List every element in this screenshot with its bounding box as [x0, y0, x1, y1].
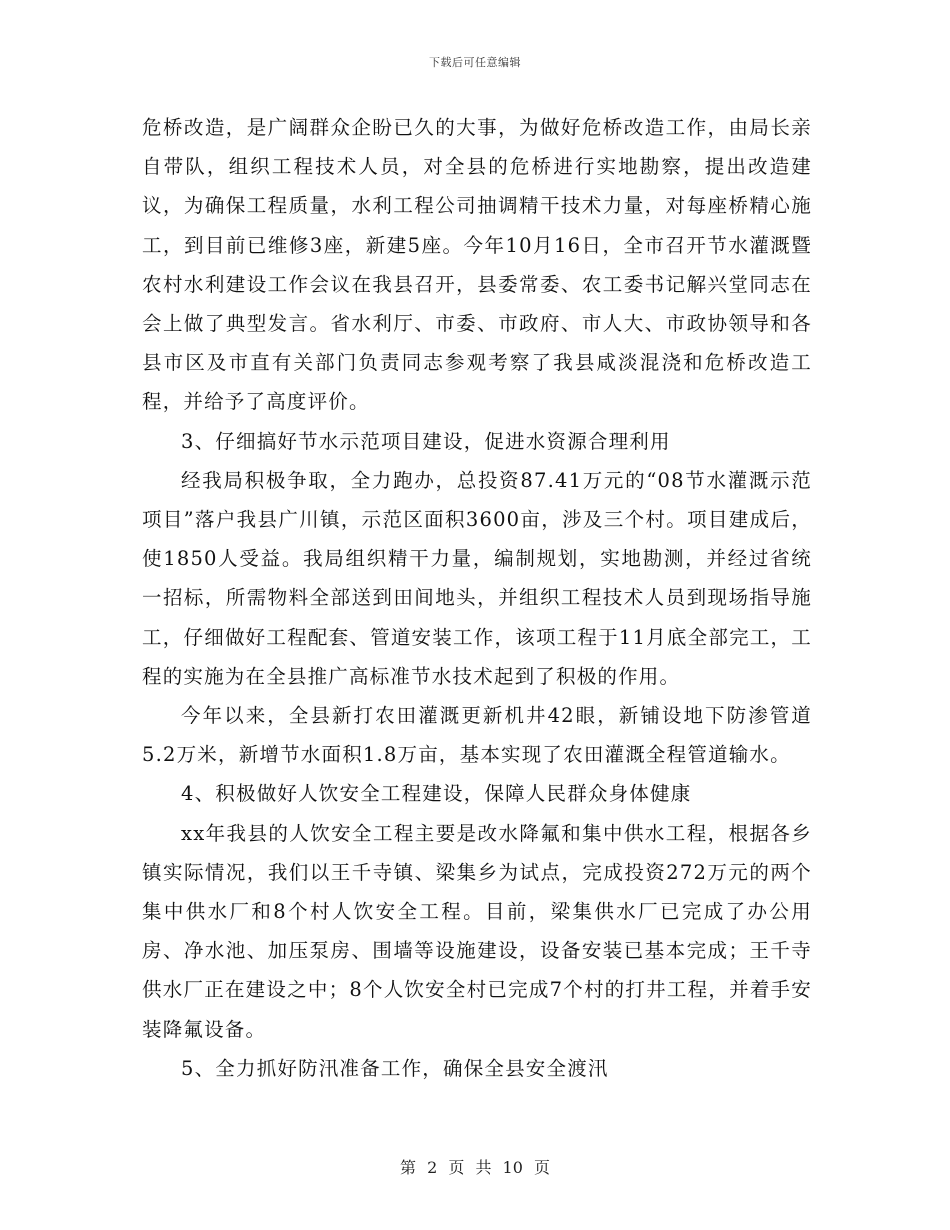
section-heading-flood-control: 5、全力抓好防汛准备工作，确保全县安全渡汛 [181, 1056, 609, 1080]
paragraph-bridge-renovation: 危桥改造，是广阔群众企盼已久的大事，为做好危桥改造工作，由局长亲自带队，组织工程技术人员，对全县的危桥进行实地勘察，提出改造建议，为确保工程质量，水利工程公司抽调精干技术力量，对每座桥精心施工，到目前已维修3座，新建5座。今年10月16日，全市召开节水灌溉暨农村水利建设工作会议在我县召开，县委常委、农工委书记解兴堂同志在会上做了典型发言。省水利厅、市委、市政府、市人大、市政协领导和各县市区及市直有关部门负责同志参观考察了我县咸淡混浇和危桥改造工程，并给予了高度评价。 [142, 116, 812, 414]
page-header-note: 下载后可任意编辑 [429, 56, 521, 69]
page-number-footer: 第 2 页 共 10 页 [400, 1158, 550, 1177]
section-heading-drinking-water: 4、积极做好人饮安全工程建设，保障人民群众身体健康 [181, 782, 692, 806]
paragraph-drinking-water-project: xx年我县的人饮安全工程主要是改水降氟和集中供水工程，根据各乡镇实际情况，我们以王千寺镇、梁集乡为试点，完成投资272万元的两个集中供水厂和8个村人饮安全工程。目前，梁集供水厂已完成了办公用房、净水池、加压泵房、围墙等设施建设，设备安装已基本完成；王千寺供水厂正在建设之中；8个人饮安全村已完成7个村的打井工程，并着手安装降氟设备。 [142, 821, 812, 1041]
paragraph-irrigation-wells: 今年以来，全县新打农田灌溉更新机井42眼，新铺设地下防渗管道5.2万米，新增节水面积1.8万亩，基本实现了农田灌溉全程管道输水。 [142, 704, 812, 767]
paragraph-water-saving-project: 经我局积极争取，全力跑办，总投资87.41万元的“08节水灌溉示范项目”落户我县广川镇，示范区面积3600亩，涉及三个村。项目建成后，使1850人受益。我局组织精干力量，编制规划，实地勘测，并经过省统一招标，所需物料全部送到田间地头，并组织工程技术人员到现场指导施工，仔细做好工程配套、管道安装工作，该项工程于11月底全部完工，工程的实施为在全县推广高标准节水技术起到了积极的作用。 [142, 468, 812, 688]
document-body [142, 108, 812, 1088]
section-heading-water-saving: 3、仔细搞好节水示范项目建设，促进水资源合理利用 [181, 429, 671, 453]
